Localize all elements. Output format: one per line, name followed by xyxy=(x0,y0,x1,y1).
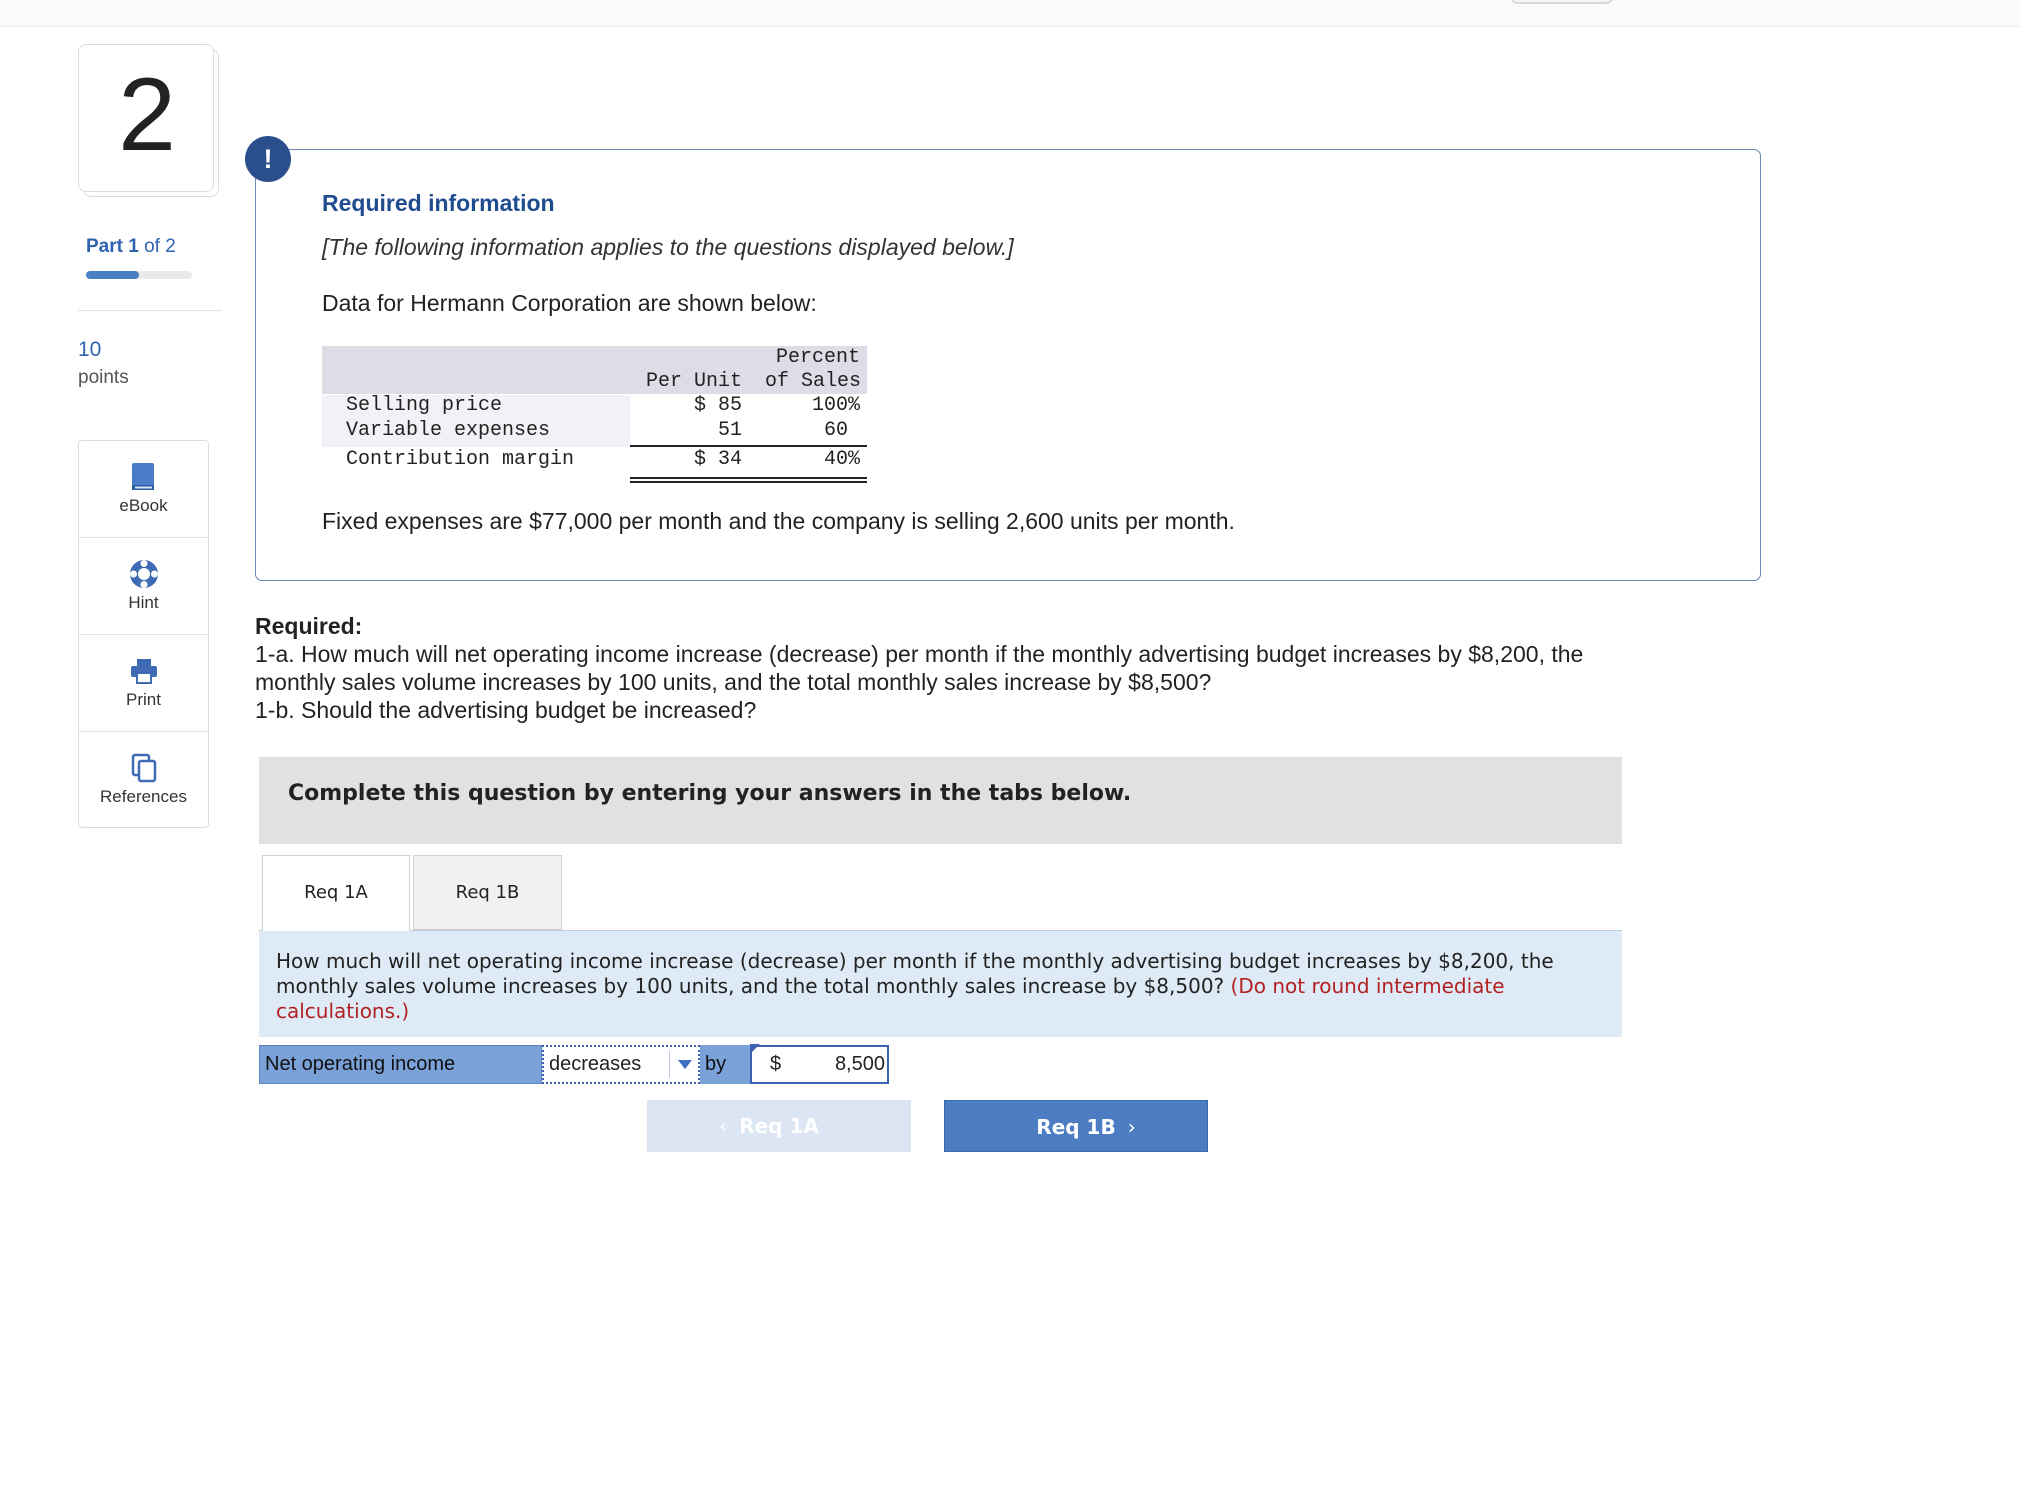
question-number: 2 xyxy=(118,57,176,173)
question-panel xyxy=(259,930,1622,1037)
part-progress-fill xyxy=(86,271,139,279)
row-label: Contribution margin xyxy=(346,448,575,471)
currency-symbol: $ xyxy=(770,1053,782,1075)
ebook-label: eBook xyxy=(119,496,168,515)
data-intro: Data for Hermann Corporation are shown below: xyxy=(322,290,817,316)
row-per-unit: 51 xyxy=(717,419,742,442)
part-indicator xyxy=(86,236,176,258)
instructions-banner xyxy=(259,757,1622,844)
print-button[interactable] xyxy=(79,635,208,732)
row-per-unit: $ 34 xyxy=(693,448,742,471)
required-heading: Required: xyxy=(255,613,363,639)
chevron-down-icon[interactable] xyxy=(678,1060,692,1069)
printer-icon xyxy=(128,655,160,687)
alert-icon: ! xyxy=(245,136,291,182)
answer-label: Net operating income xyxy=(259,1045,542,1084)
part-progress-bar xyxy=(86,271,192,279)
next-tab-label: Req 1B xyxy=(1036,1115,1116,1139)
tools-panel xyxy=(78,440,209,828)
by-label: by xyxy=(700,1045,750,1084)
references-label: References xyxy=(100,787,187,806)
tab-req-1a[interactable]: Req 1A xyxy=(262,855,410,931)
part-prefix: Part xyxy=(86,236,123,257)
direction-dropdown[interactable] xyxy=(542,1045,700,1084)
question-paragraph xyxy=(276,949,1611,1024)
required-line-1a: 1-a. How much will net operating income increase (decrease) per month if the monthly advertising budget increases by $8,200, the xyxy=(255,641,1584,667)
fixed-expenses-text: Fixed expenses are $77,000 per month and the company is selling 2,600 units per month. xyxy=(322,508,1235,534)
row-per-unit: $ 85 xyxy=(693,394,742,417)
tab-req-1b[interactable]: Req 1B xyxy=(413,855,562,930)
total-rule xyxy=(630,477,867,479)
total-rule xyxy=(630,481,867,483)
points-label: points xyxy=(78,367,129,388)
header-per-unit: Per Unit xyxy=(646,370,743,393)
required-line-1b: 1-b. Should the advertising budget be increased? xyxy=(255,697,757,723)
hint-label: Hint xyxy=(128,593,159,612)
prev-tab-button[interactable] xyxy=(647,1100,911,1152)
amount-input[interactable] xyxy=(750,1045,889,1084)
book-icon xyxy=(128,461,160,493)
lifebuoy-icon xyxy=(128,558,160,590)
required-info-title: Required information xyxy=(322,190,555,216)
input-flag-marker xyxy=(750,1044,760,1054)
hint-button[interactable] xyxy=(79,538,208,635)
data-table xyxy=(322,346,867,482)
prev-tab-label: Req 1A xyxy=(739,1114,819,1138)
instructions-text: Complete this question by entering your answers in the tabs below. xyxy=(288,781,1132,806)
part-current: 1 xyxy=(128,236,139,257)
references-button[interactable] xyxy=(79,732,208,829)
top-bar-handle[interactable] xyxy=(1510,0,1614,4)
print-label: Print xyxy=(126,690,161,709)
question-number-card xyxy=(78,44,214,192)
row-label: Variable expenses xyxy=(346,419,551,442)
sidebar-divider xyxy=(78,310,222,311)
next-tab-button[interactable] xyxy=(944,1100,1208,1152)
part-suffix: of 2 xyxy=(144,236,176,257)
dropdown-separator xyxy=(669,1051,670,1078)
top-bar xyxy=(0,0,2020,27)
ebook-button[interactable] xyxy=(79,441,208,538)
required-section xyxy=(255,612,1583,724)
required-line-1a-cont: monthly sales volume increases by 100 units, and the total monthly sales increase by $8,500? xyxy=(255,669,1212,695)
applies-note: [The following information applies to the questions displayed below.] xyxy=(322,234,1014,260)
points-value: 10 xyxy=(78,338,102,361)
amount-value: 8,500 xyxy=(834,1053,885,1075)
question-text: How much will net operating income increase (decrease) per month if the monthly advertising budget increases by $8,200, the monthly sales volume increases by 100 units, and the total monthly sales increase by $8,500? xyxy=(276,949,1554,998)
chevron-right-icon: › xyxy=(1127,1115,1136,1139)
row-percent: 100% xyxy=(811,394,860,417)
row-label: Selling price xyxy=(346,394,503,417)
row-percent: 60 xyxy=(823,419,848,442)
row-percent: 40% xyxy=(823,448,860,471)
header-of-sales: of Sales xyxy=(765,370,862,393)
copy-icon xyxy=(128,752,160,784)
rounding-note: (Do not round intermediate calculations.) xyxy=(276,974,1505,1023)
subtotal-rule xyxy=(630,445,867,447)
chevron-left-icon: ‹ xyxy=(719,1114,728,1138)
header-percent: Percent xyxy=(775,346,860,369)
direction-selected: decreases xyxy=(549,1053,642,1075)
